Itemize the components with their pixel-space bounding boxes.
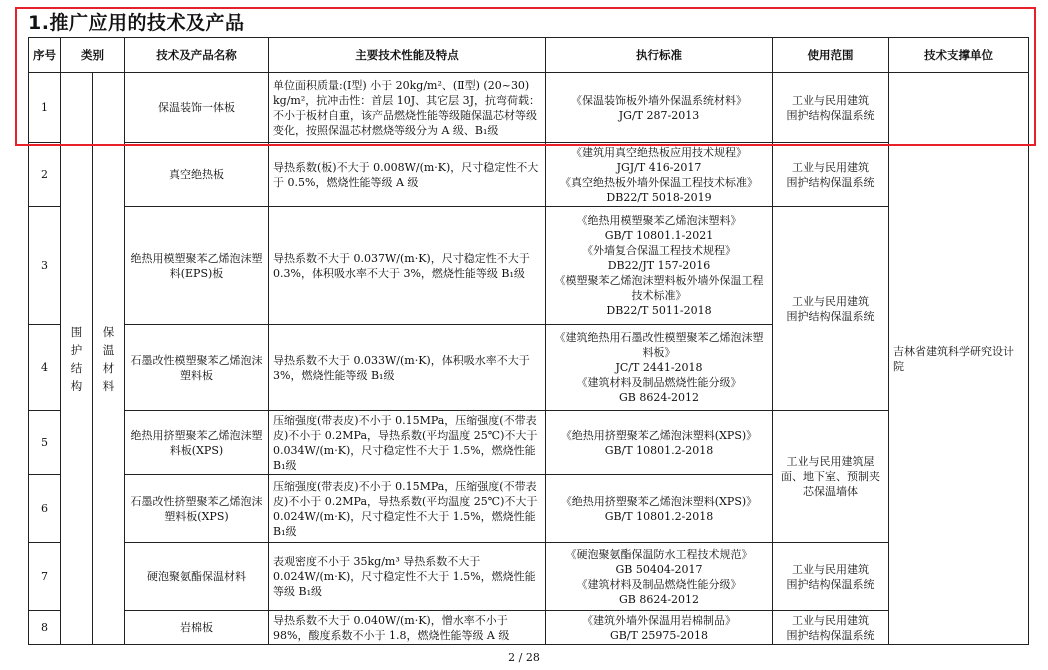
row-number: 5: [29, 411, 61, 475]
product-name: 岩棉板: [125, 611, 269, 645]
scope-text: 工业与民用建筑 围护结构保温系统: [773, 207, 889, 411]
product-name: 石墨改性模塑聚苯乙烯泡沫塑料板: [125, 325, 269, 411]
product-name: 保温装饰一体板: [125, 73, 269, 143]
header-support: 技术支撑单位: [889, 38, 1029, 73]
row-number: 3: [29, 207, 61, 325]
row-number: 2: [29, 143, 61, 207]
row-number: 4: [29, 325, 61, 411]
page-number: 2 / 28: [508, 651, 540, 664]
table-row: [29, 611, 1029, 645]
scope-text: 工业与民用建筑 围护结构保温系统: [773, 543, 889, 611]
product-name: 真空绝热板: [125, 143, 269, 207]
scope-text: 工业与民用建筑 围护结构保温系统: [773, 73, 889, 143]
technology-table: [28, 37, 1029, 645]
product-name: 石墨改性挤塑聚苯乙烯泡沫塑料板(XPS): [125, 475, 269, 543]
header-performance: 主要技术性能及特点: [269, 38, 546, 73]
performance-text: 导热系数不大于 0.033W/(m·K)，体积吸水率不大于 3%，燃烧性能等级 B₁级: [269, 325, 546, 411]
table-row: [29, 143, 1029, 207]
table-row: [29, 543, 1029, 611]
standard-text: 《建筑绝热用石墨改性模塑聚苯乙烯泡沫塑料板》 JC/T 2441-2018 《建筑材料及制品燃烧性能分级》 GB 8624-2012: [546, 325, 773, 411]
header-seq: 序号: [29, 38, 61, 73]
scope-text: 工业与民用建筑 围护结构保温系统: [773, 611, 889, 645]
standard-text: 《硬泡聚氨酯保温防水工程技术规范》 GB 50404-2017 《建筑材料及制品燃烧性能分级》 GB 8624-2012: [546, 543, 773, 611]
performance-text: 导热系数不大于 0.040W/(m·K)，憎水率不小于 98%，酸度系数不小于 1.8，燃烧性能等级 A 级: [269, 611, 546, 645]
performance-text: 导热系数不大于 0.037W/(m·K)，尺寸稳定性不大于 0.3%，体积吸水率不大于 3%，燃烧性能等级 B₁级: [269, 207, 546, 325]
category-sub: 保温材料: [93, 73, 125, 645]
standard-text: 《保温装饰板外墙外保温系统材料》 JG/T 287-2013: [546, 73, 773, 143]
table-row: [29, 207, 1029, 325]
table-row: [29, 411, 1029, 475]
standard-text: 《建筑外墙外保温用岩棉制品》 GB/T 25975-2018: [546, 611, 773, 645]
product-name: 绝热用模塑聚苯乙烯泡沫塑料(EPS)板: [125, 207, 269, 325]
table-header-row: [29, 38, 1029, 73]
header-category: 类别: [61, 38, 125, 73]
standard-text: 《绝热用模塑聚苯乙烯泡沫塑料》 GB/T 10801.1-2021 《外墙复合保温工程技术规程》 DB22/JT 157-2016 《模塑聚苯乙烯泡沫塑料板外墙外保温工程技术标准》 DB22/T 5011-2018: [546, 207, 773, 325]
scope-text: 工业与民用建筑屋面、地下室、预制夹芯保温墙体: [773, 411, 889, 543]
scope-text: 工业与民用建筑 围护结构保温系统: [773, 143, 889, 207]
performance-text: 导热系数(板)不大于 0.008W/(m·K)，尺寸稳定性不大于 0.5%，燃烧性能等级 A 级: [269, 143, 546, 207]
category-main: 围护结构: [61, 73, 93, 645]
row-number: 8: [29, 611, 61, 645]
performance-text: 压缩强度(带表皮)不小于 0.15MPa，压缩强度(不带表皮)不小于 0.2MPa，导热系数(平均温度 25℃)不大于 0.034W/(m·K)，尺寸稳定性不大于 1.5%，燃烧性能 B₁级: [269, 411, 546, 475]
product-name: 绝热用挤塑聚苯乙烯泡沫塑料板(XPS): [125, 411, 269, 475]
standard-text: 《绝热用挤塑聚苯乙烯泡沫塑料(XPS)》 GB/T 10801.2-2018: [546, 475, 773, 543]
support-unit: 吉林省建筑科学研究设计院: [889, 73, 1029, 645]
section-title: 1.推广应用的技术及产品: [28, 12, 245, 34]
row-number: 1: [29, 73, 61, 143]
header-name: 技术及产品名称: [125, 38, 269, 73]
performance-text: 压缩强度(带表皮)不小于 0.15MPa，压缩强度(不带表皮)不小于 0.2MPa，导热系数(平均温度 25℃)不大于 0.024W/(m·K)，尺寸稳定性不大于 1.5%，燃烧性能 B₁级: [269, 475, 546, 543]
row-number: 7: [29, 543, 61, 611]
header-scope: 使用范围: [773, 38, 889, 73]
performance-text: 单位面积质量:(Ⅰ型) 小于 20kg/m²、(Ⅱ型) (20~30) kg/m²，抗冲击性：首层 10J、其它层 3J，抗弯荷载：不小于板材自重，该产品燃烧性能等级随保温芯材等级变化，按照保温芯材燃烧等级分为 A 级、B₁级: [269, 73, 546, 143]
standard-text: 《绝热用挤塑聚苯乙烯泡沫塑料(XPS)》 GB/T 10801.2-2018: [546, 411, 773, 475]
performance-text: 表观密度不小于 35kg/m³ 导热系数不大于 0.024W/(m·K)，尺寸稳定性不大于 1.5%，燃烧性能等级 B₁级: [269, 543, 546, 611]
row-number: 6: [29, 475, 61, 543]
header-standard: 执行标准: [546, 38, 773, 73]
product-name: 硬泡聚氨酯保温材料: [125, 543, 269, 611]
standard-text: 《建筑用真空绝热板应用技术规程》 JGJ/T 416-2017 《真空绝热板外墙外保温工程技术标准》 DB22/T 5018-2019: [546, 143, 773, 207]
table-row: [29, 73, 1029, 143]
